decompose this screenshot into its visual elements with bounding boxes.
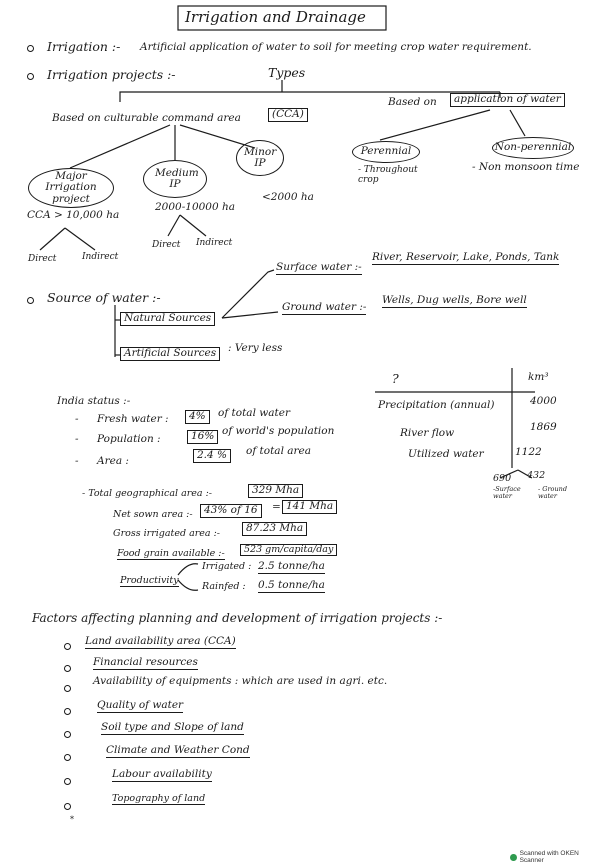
non-perennial-oval	[492, 137, 574, 159]
scanner-footer-text: Scanned with OKEN Scanner	[519, 850, 579, 864]
list-item: Climate and Weather Cond	[106, 744, 250, 756]
food-grain-value: 523 gm/capita/day	[240, 544, 337, 556]
page-title: Irrigation and Drainage	[185, 8, 366, 26]
irrigation-definition: Artificial application of water to soil for meeting crop water requirement.	[140, 41, 532, 53]
geo-area-value: 329 Mha	[248, 484, 303, 498]
bullet	[64, 731, 71, 738]
artificial-note: : Very less	[228, 342, 283, 354]
rainfed-label: Rainfed :	[202, 581, 246, 592]
application-basis-boxed: application of water	[450, 93, 565, 107]
gross-irrigated-value: 87.23 Mha	[242, 522, 307, 536]
factors-title: Factors affecting planning and development of irrigation projects :-	[32, 611, 443, 625]
irrigated-label: Irrigated :	[202, 561, 252, 572]
minor-project-oval	[236, 140, 284, 176]
trailing-mark: *	[70, 815, 74, 824]
medium-direct: Direct	[152, 240, 181, 250]
table-row-label: Utilized water	[408, 448, 484, 460]
bullet	[27, 45, 34, 52]
food-grain-label: Food grain available :-	[117, 548, 225, 559]
row-dash: -	[75, 433, 79, 445]
list-item: Financial resources	[93, 656, 198, 668]
list-item: Availability of equipments : which are used in agri. etc.	[93, 675, 388, 687]
fresh-water-value: 4%	[185, 410, 210, 424]
list-item: Quality of water	[97, 699, 184, 711]
area-value: 2.4 %	[193, 449, 231, 463]
bullet	[64, 708, 71, 715]
net-sown-result: 141 Mha	[282, 500, 337, 514]
geo-area-label: - Total geographical area :-	[82, 488, 212, 499]
net-sown-eq: =	[272, 501, 281, 513]
table-row-value: 1869	[530, 421, 557, 433]
surface-water-label: Surface water :-	[276, 261, 362, 273]
medium-indirect: Indirect	[196, 238, 233, 248]
table-row-value: 1122	[515, 446, 542, 458]
rainfed-value: 0.5 tonne/ha	[258, 579, 325, 591]
irrigated-value: 2.5 tonne/ha	[258, 560, 325, 572]
bullet	[64, 803, 71, 810]
major-range: CCA > 10,000 ha	[27, 209, 120, 221]
ground-water-list: Wells, Dug wells, Bore well	[382, 294, 527, 306]
row-dash: -	[75, 455, 79, 467]
list-item: Labour availability	[112, 768, 212, 780]
list-item: Soil type and Slope of land	[101, 721, 244, 733]
surface-water-list: River, Reservoir, Lake, Ponds, Tank	[372, 251, 560, 263]
perennial-desc: - Throughout crop	[358, 165, 418, 185]
cca-basis-label: Based on culturable command area	[52, 112, 241, 124]
medium-range: 2000-10000 ha	[155, 201, 236, 213]
table-question: ?	[392, 371, 399, 386]
medium-project-label: Medium IP	[155, 166, 199, 190]
population-suffix: of world's population	[222, 425, 335, 437]
table-row-label: Precipitation (annual)	[378, 399, 495, 411]
cca-abbr: (CCA)	[268, 108, 308, 122]
list-item: Land availability area (CCA)	[85, 635, 236, 647]
types-label: Types	[268, 65, 306, 80]
bullet	[64, 754, 71, 761]
table-split-right: 432	[527, 470, 546, 481]
application-basis-label: Based on	[388, 96, 437, 108]
net-sown-label: Net sown area :-	[113, 509, 193, 520]
net-sown-value: 43% of 16	[200, 504, 262, 518]
surface-water-note: -Surface water	[493, 485, 521, 501]
table-row-value: 4000	[530, 395, 557, 407]
medium-project-oval	[143, 160, 207, 198]
area-suffix: of total area	[246, 445, 312, 457]
india-status-label: India status :-	[57, 395, 131, 407]
table-unit: km³	[528, 371, 549, 383]
non-perennial-desc: - Non monsoon time	[472, 161, 580, 173]
major-indirect: Indirect	[82, 252, 119, 262]
row-dash: -	[75, 413, 79, 425]
gross-irrigated-label: Gross irrigated area :-	[113, 528, 220, 539]
source-label: Source of water :-	[47, 290, 161, 305]
bullet	[64, 685, 71, 692]
fresh-water-label: Fresh water :	[97, 413, 169, 425]
bullet	[64, 665, 71, 672]
minor-project-label: Minor IP	[244, 145, 277, 169]
perennial-label: Perennial	[360, 145, 412, 158]
area-label: Area :	[97, 455, 129, 467]
population-label: Population :	[97, 433, 161, 445]
major-direct: Direct	[28, 254, 57, 264]
bullet	[64, 778, 71, 785]
fresh-water-suffix: of total water	[218, 407, 290, 419]
non-perennial-label: Non-perennial	[494, 141, 572, 154]
bullet	[64, 643, 71, 650]
population-value: 16%	[187, 430, 218, 444]
table-split-left: 690	[493, 473, 512, 484]
major-project-label: Major Irrigation project	[45, 170, 97, 205]
minor-range: <2000 ha	[262, 191, 314, 203]
natural-sources: Natural Sources	[120, 312, 215, 326]
bullet	[27, 297, 34, 304]
perennial-oval	[352, 141, 420, 163]
table-row-label: River flow	[400, 427, 455, 439]
productivity-label: Productivity	[120, 575, 179, 586]
list-item: Topography of land	[112, 793, 206, 804]
projects-label: Irrigation projects :-	[47, 67, 176, 82]
irrigation-label: Irrigation :-	[47, 39, 121, 54]
ground-water-label: Ground water :-	[282, 301, 367, 313]
ground-water-note: - Ground water	[538, 485, 568, 501]
scanner-footer	[510, 850, 600, 864]
artificial-sources: Artificial Sources	[120, 347, 220, 361]
major-project-oval	[28, 168, 114, 208]
scanner-logo-icon	[510, 854, 517, 861]
bullet	[27, 73, 34, 80]
